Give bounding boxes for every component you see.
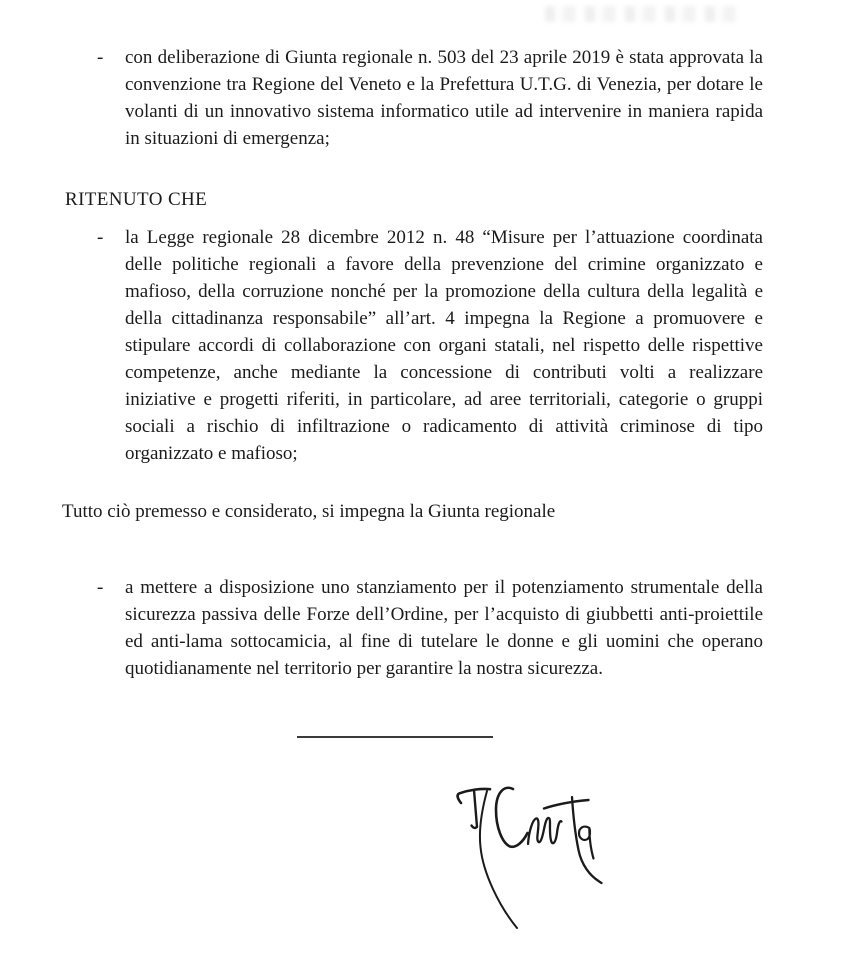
section-heading-ritenuto-che: RITENUTO CHE xyxy=(65,189,208,210)
bullet-dash: - xyxy=(97,47,104,68)
bullet-dash: - xyxy=(97,577,104,598)
premise-bullet-text: con deliberazione di Giunta regionale n. 503 del 23 aprile 2019 è stata approvata la convenzione tra Regione del Veneto e la Prefettura U.T.G. di Venezia, per dotare le volanti di un innovativo sistema informatico utile ad intervenire in maniera rapida in situazioni di emergenza; xyxy=(125,47,763,149)
closing-intro-paragraph: Tutto ciò premesso e considerato, si impegna la Giunta regionale xyxy=(62,501,556,522)
commitment-bullet-text: a mettere a disposizione uno stanziamento per il potenziamento strumentale della sicurezza passiva delle Forze dell’Ordine, per l’acquisto di giubbetti anti-proiettile ed anti-lama sottocamicia, al fine di tutelare le donne e gli uomini che operano quotidianamente nel territorio per garantire la nostra sicurezza. xyxy=(125,577,763,679)
bullet-dash: - xyxy=(97,227,104,248)
ritenuto-bullet xyxy=(97,224,763,467)
premise-bullet xyxy=(97,44,763,152)
signature xyxy=(440,765,640,960)
ritenuto-bullet-text: la Legge regionale 28 dicembre 2012 n. 48 “Misure per l’attuazione coordinata delle politiche regionali a favore della prevenzione del crimine organizzato e mafioso, della corruzione nonché per la promozione della cultura della legalità e della cittadinanza responsabile” all’art. 4 impegna la Regione a promuovere e stipulare accordi di collaborazione con organi statali, nel rispetto delle rispettive competenze, anche mediante la concessione di contributi volti a realizzare iniziative e progetti riferiti, in particolare, ad aree territoriali, categorie o gruppi sociali a rischio di infiltrazione o radicamento di attività criminose di tipo organizzato e mafioso; xyxy=(125,227,763,464)
scan-smudge-artifact xyxy=(545,6,740,22)
commitment-bullet xyxy=(97,574,763,682)
signature-rule xyxy=(297,736,493,738)
